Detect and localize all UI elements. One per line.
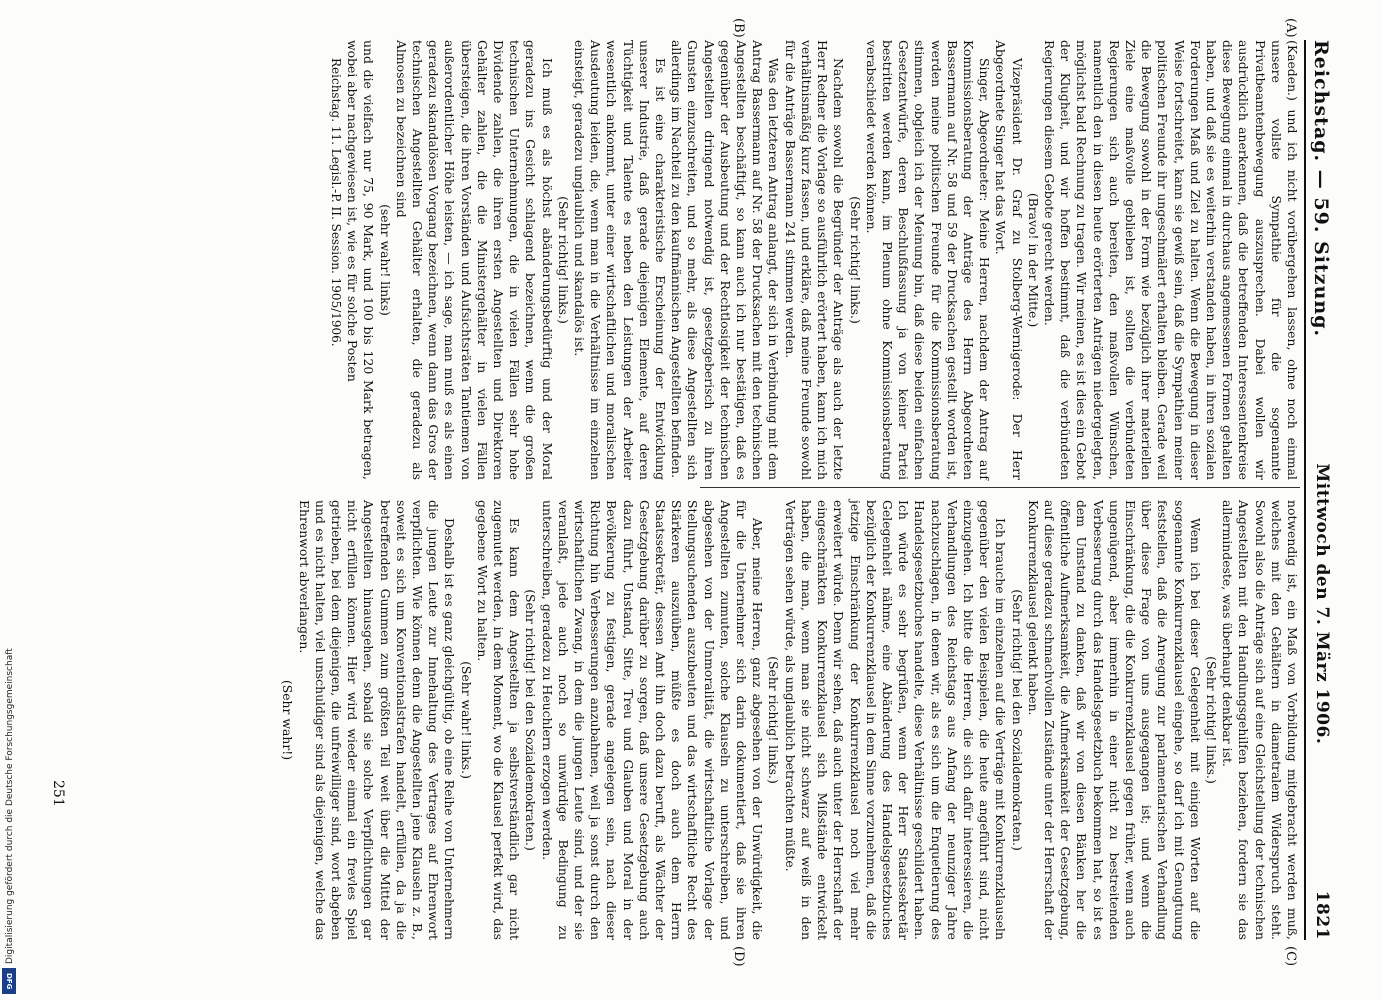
- paragraph: Singer, Abgeordneter: Meine Herren, nachdem der Antrag auf Kommissionsberatung der Anträge des Herrn Abgeordneten Bassermann auf Nr. 58 und 59 der Drucksachen gestellt worden ist, werden meine politischen Freunde für die Kommissionsberatung stimmen, obgleich ich der Meinung bin, daß diese beiden einfachen Gesetzentwürfe, deren Beschlußfassung ja von keiner Partei bestritten werden kann, im Plenum ohne Kommissionsberatung verabschiedet werden können.: [863, 40, 993, 480]
- page-number-bottom: 251: [50, 780, 66, 807]
- paragraph: Nachdem sowohl die Begründer der Anträge als auch der letzte Herr Redner die Vorlage so ausführlich erörtert haben, kann ich mich verhältnismäßig kurz fassen, und erkläre, daß meine Freunde sowohl für die Anträge Bassermann 241 stimmen werden.: [782, 40, 847, 480]
- paragraph: Wenn ich bei dieser Gelegenheit mit einigen Worten auf die sogenannte Konkurrenzklausel eingehe, so darf ich mit Genugtuung feststellen, daß die Anregung zur parlamentarischen Verhandlung über diese Frage von uns ausgegangen ist; und wenn die Einschränkung, die die Konkurrenzklausel gegen früher, wenn auch ungenügend, aber immerhin in einer nicht zu bestreitenden Verbesserung durch das Handelsgesetzbuch bekommen hat, so ist es dem Umstand zu danken, daß wir von diesen Bänken her die öffentliche Aufmerksamkeit, die Aufmerksamkeit der Gesetzgebung, auf diese geradezu schmachvollen Zustände unter der Herrschaft der Konkurrenzklausel gelenkt haben.: [1025, 500, 1203, 940]
- paragraph: (Kaeden.) und ich nicht vorübergehen lassen, ohne noch einmal unsere vollste Sympathie für die sogenannte Privatbeamtenbewegung auszusprechen. Dabei wollen wir ausdrücklich anerkennen, daß die betreffenden Interessentenkreise diese Bewegung einmal in durchaus angemessenen Formen gehalten haben, und daß sie es weiterhin verstanden haben, in ihren sozialen Forderungen Maß und Ziel zu halten. Wenn die Bewegung in dieser Weise fortschreitet, kann sie gewiß sein, daß die Sympathien meiner politischen Freunde ihr ungeschmälert erhalten bleiben. Gerade weil die Bewegung sowohl in der Form wie bezüglich ihrer materiellen Ziele eine maßvolle geblieben ist, sollten die verbündeten Regierungen sich auch bereiten, den maßvollen Wünschen, namentlich den in diesen heute erörterten Anträgen niedergelegten, möglichst bald Rechnung zu tragen. Wir meinen, es ist dies ein Gebot der Klugheit, und wir hoffen bestimmt, daß die verbündeten Regierungen diesem Gebote gerecht werden.: [1041, 40, 1300, 480]
- header-rule: [1304, 40, 1306, 940]
- margin-letter-d: (D): [731, 946, 746, 967]
- remark: (Bravo! in der Mitte.): [1025, 192, 1041, 328]
- paragraph: und die vielfach nur 75, 90 Mark, und 100 bis 120 Mark betragen, wobei aber nachgewiesen ist, wie es für solche Posten: [345, 40, 377, 480]
- session-footnote: Reichstag. 11. Legisl.-P. II. Session. 1905/1906.: [329, 58, 344, 347]
- dfg-logo: DFG: [2, 968, 16, 994]
- header-right: Mittwoch den 7. März 1906. 1821: [1312, 463, 1332, 940]
- paragraph: Es kann dem Angestellten ja selbstverständlich gar nicht zugemutet werden, in dem Moment, wo die Klausel perfekt wird, das gegebene Wort zu halten.: [474, 500, 523, 940]
- margin-letter-c: (C): [1283, 946, 1298, 967]
- paragraph: Vizepräsident Dr. Graf zu Stolberg-Wernigerode: Der Herr Abgeordnete Singer hat das Wort.: [993, 40, 1025, 480]
- margin-letter-a: (A): [1283, 18, 1298, 38]
- paragraph: Ich muß es als höchst abänderungsbedürftig und der Moral geradezu ins Gesicht schlagend bezeichnen, wenn die großen technischen Unternehmungen, die in vielen Fällen sehr hohe Dividende zahlen, die ihren ersten Angestellten und Direktoren Gehälter zahlen, die die Ministergehälter in vielen Fällen übersteigen, die ihren Vorständen und Aufsichtsräten Tantiemen von außerordentlicher Höhe leisten, — ich sage, man muß es als einen geradezu skandalösen Vorgang bezeichnen, wenn dann das Gros der technischen Angestellten Gehälter erhalten, die geradezu als Almosen zu bezeichnen sind: [393, 40, 555, 480]
- column-divider: [700, 487, 1300, 488]
- remark: (Sehr richtig! links.): [555, 196, 571, 324]
- paragraph: Aber, meine Herren, ganz abgesehen von der Unwürdigkeit, die für die Unternehmer sich darin dokumentiert, daß sie ihren Angestellten zumuten, solche Klauseln zu unterschreiben, und abgesehen von der Unmoralität, die wirtschaftliche Vorlage der Stellungsuchenden auszubeuten und das wirtschaftliche Recht des Stärkeren auszuüben, müßte es doch auch dem Herrn Staatssekretär, dessen Amt ihn doch dazu beruft, als Wächter der Gesetzgebung darüber zu sorgen, daß unsere Gesetzgebung auch dazu führt, Unstand, Sitte, Treu und Glauben und Moral in der Bevölkerung zu festigen, gerade angelegen sein, nach dieser Richtung hin Verbesserungen anzubahnen, weil ja sonst durch den wirtschaftlichen Zwang, in dem die jungen Leute sind, und der sie veranlaßt, jede auch noch so unwürdige Bedingung zu unterschreiben, geradezu zu Heuchlern erzogen werden.: [539, 500, 766, 940]
- digitization-note: Digitalisierung gefördert durch die Deutsche Forschungsgemeinschaft: [5, 648, 15, 964]
- remark: (sehr wahr! links): [377, 204, 393, 316]
- remark: (Sehr richtig! links.): [847, 196, 863, 324]
- running-header: [1306, 40, 1342, 940]
- header-left: Reichstag. — 59. Sitzung.: [1310, 40, 1332, 338]
- margin-letter-b: (B): [731, 18, 746, 38]
- remark: (Sehr richtig! bei den Sozialdemokraten.): [1009, 589, 1025, 851]
- page-number-top: 1821: [1312, 890, 1332, 940]
- paragraph: Was den letzteren Antrag anlangt, der sich in Verbindung mit dem Antrag Bassermann auf Nr. 58 der Drucksachen mit den technischen Angestellten beschäftigt, so kann auch ich nur bestätigen, daß es gegenüber der Ausbeutung und der Rechtlosigkeit der technischen Angestellten dringend notwendig ist, gesetzgeberisch zu ihren Gunsten einzuschreiten, und so mehr, als diese Angestellten sich allerdings im Nachteil zu den kaufmännischen Angestellten befinden.: [669, 40, 782, 480]
- remark: (Sehr richtig! links.): [766, 656, 782, 784]
- paragraph: Es ist eine charakteristische Erscheinung der Entwicklung unserer Industrie, daß gerade diejenigen Elemente, auf deren Tüchtigkeit und Talente es neben den Leistungen der Arbeiter wesentlich ankommt, unter einer wirtschaftlichen und moralischen Ausdeutung leiden, die, wenn man in die Verhältnisse im einzelnen einsteigt, geradezu unglaublich und skandalös ist.: [572, 40, 669, 480]
- left-column: [328, 40, 1300, 480]
- scanned-page: [26, 0, 1346, 1000]
- digitization-footer: [3, 4, 17, 988]
- remark: (Sehr richtig! links.): [1203, 656, 1219, 784]
- remark: (Sehr wahr!): [280, 679, 296, 761]
- paragraph: notwendig ist, ein Maß von Vorbildung mitgebracht werden muß, welches mit den Gehältern in diametralem Widerspruch steht. Sowohl also die Anträge sich auf eine Gleichstellung der technischen Angestellten mit den Handlungsgehilfen beziehen, fordern sie das allermindeste, was überhaupt denkbar ist.: [1220, 500, 1300, 940]
- paragraph: Ich brauche im einzelnen auf die Verträge mit Konkurrenzklauseln gegenüber den vielen Beispielen, die heute angeführt sind, nicht einzugehen. Ich bitte die Herren, die sich dafür interessieren, die Verhandlungen des Reichstags aus Anfang der neunziger Jahre nachzuschlagen, in denen wir, als es sich um die Enquetierung des Handelsgesetzbuches handelte, diese Verhältnisse geschildert haben. Ich würde es sehr begrüßen, wenn der Herr Staatssekretär Gelegenheit nähme, eine Abänderung des Handelsgesetzbuches bezüglich der Konkurrenzklausel in dem Sinne vorzunehmen, daß die jetzige Einschränkung der Konkurrenzklausel noch viel mehr erweitert würde. Denn wir sehen, daß auch unter der Herrschaft der eingeschränkten Konkurrenzklausel sich Mißstände entwickelt haben, die man, wenn man sie nicht schwarz auf weiß in den Verträgen sehen würde, als unglaublich betrachten müßte.: [782, 500, 1009, 940]
- remark: (Sehr wahr! links.): [458, 661, 474, 779]
- right-column: [279, 500, 1300, 940]
- remark: (Sehr richtig! bei den Sozialdemokraten.): [523, 589, 539, 851]
- paragraph: Deshalb ist es ganz gleichgültig, ob eine Reihe von Unternehmern die jungen Leute zur Innehaltung des Vertrages auf Ehrenwort verpflichten. Wie können denn die Angestellten jene Klauseln z. B., soweit es sich um Konventionalstrafen handelt, erfüllen, da ja die betreffenden Gummen zum größten Teil weit über die Mittel der Angestellten hinausgehen, sobald sie solche Verpflichtungen gar nicht erfüllen können. Hier wird wieder einmal ein frevles Spiel getrieben, bei dem diejenigen, die unfreiwilliger sind, wort abgeben und es nicht halten, viel unschuldiger sind als diejenigen, welche das Ehrenwort abverlangen.: [296, 500, 458, 940]
